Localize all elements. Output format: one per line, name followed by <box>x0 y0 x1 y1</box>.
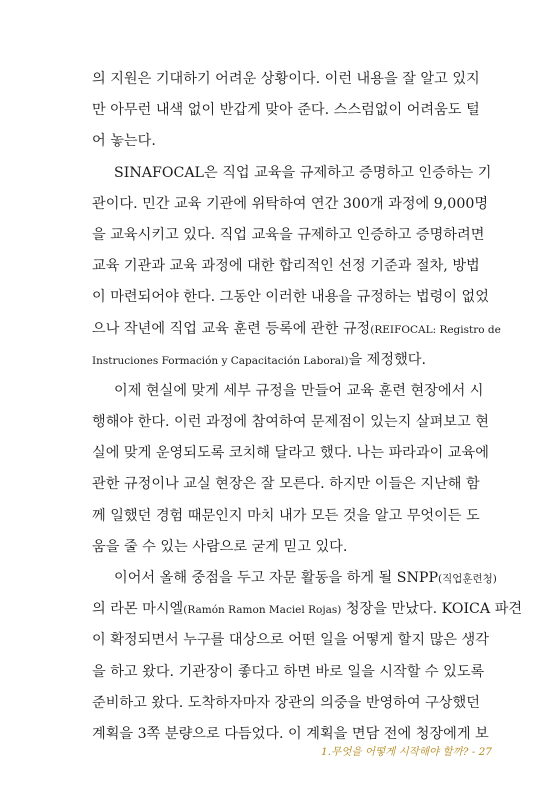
text-segment: 청장을 만났다. KOICA 파견 <box>341 601 523 618</box>
text-line: 행해야 한다. 이런 과정에 참여하여 문제점이 있는지 살펴보고 현 <box>92 414 489 431</box>
text-line: 실에 맞게 운영되도록 코치해 달라고 했다. 나는 파라과이 교육에 <box>92 445 489 462</box>
paragraph-start-line <box>92 563 497 594</box>
text-segment: 의 라몬 마시엘 <box>92 601 184 618</box>
foreign-term: Instruciones Formación y Capacitación Laboral) <box>92 354 349 367</box>
foreign-name: (Ramón Ramon Maciel Rojas) <box>183 604 342 617</box>
text-line <box>92 345 472 376</box>
text-line: 을 교육시키고 있다. 직업 교육을 규제하고 인증하고 증명하려면 <box>92 226 485 243</box>
text-segment: 으나 작년에 직업 교육 훈련 등록에 관한 규정 <box>92 320 371 337</box>
text-line: 계획을 3쪽 분량으로 다듬었다. 이 계획을 면담 전에 청장에게 보 <box>92 725 489 742</box>
text-line: 께 일했던 경험 때문인지 마치 내가 모든 것을 알고 무엇이든 도 <box>92 507 480 524</box>
abbreviation-note: (직업훈련청) <box>438 573 497 585</box>
text-line <box>92 594 523 625</box>
text-segment: 이어서 올해 중점을 두고 자문 활동을 하게 될 SNPP <box>114 570 438 586</box>
abbreviation-note: (REIFOCAL: Registro de <box>370 323 501 336</box>
text-line: 이 마련되어야 한다. 그동안 이러한 내용을 규정하는 법령이 없었 <box>92 289 489 306</box>
text-line: 의 지원은 기대하기 어려운 상황이다. 이런 내용을 잘 알고 있지 <box>92 71 480 87</box>
paragraph-start-line: 이제 현실에 맞게 세부 규정을 만들어 교육 훈련 현장에서 시 <box>114 382 484 399</box>
text-line: 만 아무런 내색 없이 반갑게 맞아 준다. 스스럼없이 어려움도 털 <box>92 102 480 119</box>
text-line: 이 확정되면서 누구를 대상으로 어떤 일을 어떻게 할지 많은 생각 <box>92 632 489 649</box>
text-line: 을 하고 왔다. 기관장이 좋다고 하면 바로 일을 시작할 수 있도록 <box>92 663 485 680</box>
paragraph-start-line: SINAFOCAL은 직업 교육을 규제하고 증명하고 인증하는 기 <box>114 164 492 181</box>
text-line <box>92 314 501 345</box>
text-line: 교육 기관과 교육 과정에 대한 합리적인 선정 기준과 절차, 방법 <box>92 258 480 275</box>
page-footer: 1.무엇을 어떻게 시작해야 할까? - 27 <box>321 746 492 758</box>
text-line: 어 놓는다. <box>92 133 156 150</box>
body-text <box>92 64 523 750</box>
text-line: 움을 줄 수 있는 사람으로 굳게 믿고 있다. <box>92 538 348 555</box>
text-line: 준비하고 왔다. 도착하자마자 장관의 의중을 반영하여 구상했던 <box>92 694 480 711</box>
text-line: 관한 규정이나 교실 현장은 잘 모른다. 하지만 이들은 지난해 함 <box>92 476 480 493</box>
text-segment: 을 제정했다. <box>348 351 426 368</box>
text-line: 관이다. 민간 교육 기관에 위탁하여 연간 300개 과정에 9,000명 <box>92 195 489 212</box>
